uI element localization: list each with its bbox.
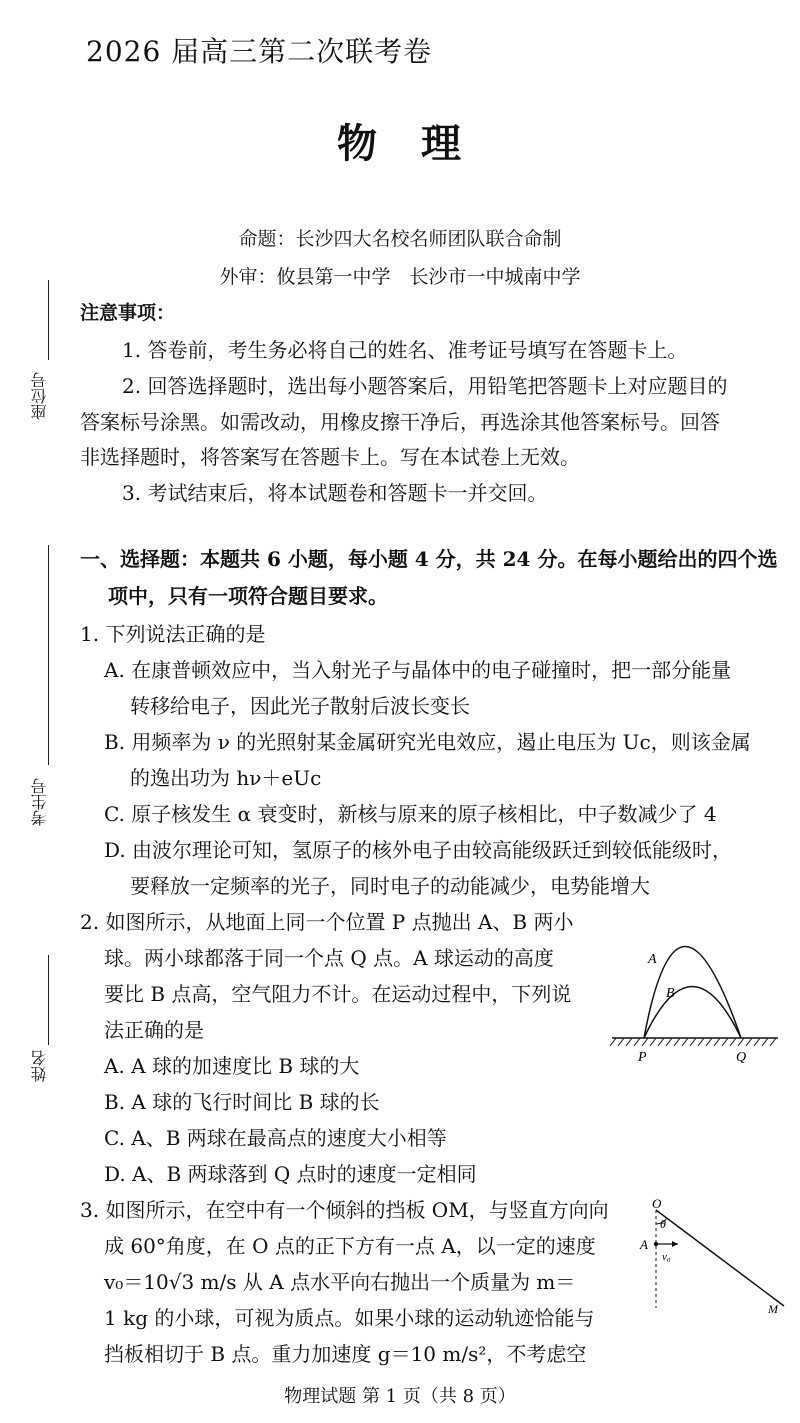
q1-option-b: B. 用频率为 ν 的光照射某金属研究光电效应，遏止电压为 Uc，则该金属 [104,730,751,754]
q3-stem-5: 挡板相切于 B 点。重力加速度 g＝10 m/s²，不考虑空 [104,1342,587,1366]
notice-item: 2. 回答选择题时，选出每小题答案后，用铅笔把答题卡上对应题目的 [122,374,728,398]
q3-stem-4: 1 kg 的小球，可视为质点。如果小球的运动轨迹恰能与 [104,1306,595,1330]
label-v0: v₀ [662,1251,671,1263]
q1-option-d: D. 由波尔理论可知，氢原子的核外电子由较高能级跃迁到较低能级时， [104,838,733,862]
notice-item: 3. 考试结束后，将本试题卷和答题卡一并交回。 [122,481,548,505]
name-label: 姓名 [30,1050,49,1082]
credits-line-2: 外审：攸县第一中学 长沙市一中城南中学 [219,266,581,288]
notice-item: 1. 答卷前，考生务必将自己的姓名、准考证号填写在答题卡上。 [122,338,688,362]
side-rule-mid [48,545,49,765]
ground-hatch [610,1038,776,1046]
q3-stem-3: v₀＝10√3 m/s 从 A 点水平向右抛出一个质量为 m＝ [104,1270,576,1294]
q2-stem-2: 球。两小球都落于同一个点 Q 点。A 球运动的高度 [104,946,554,970]
label-p: P [638,1050,647,1065]
projectile-diagram [606,905,786,1070]
label-theta: θ [660,1217,666,1231]
q1-option-c: C. 原子核发生 α 衰变时，新核与原来的原子核相比，中子数减少了 4 [104,802,717,826]
q1-option-a: A. 在康普顿效应中，当入射光子与晶体中的电子碰撞时，把一部分能量 [104,658,732,682]
exam-title: 2026 届高三第二次联考卷 [86,35,433,68]
subject-title: 物 理 [337,120,463,167]
q2-stem-1: 2. 如图所示，从地面上同一个位置 P 点抛出 A、B 两小 [80,910,574,934]
label-m: M [768,1302,778,1314]
q1-option-b-cont: 的逸出功为 hν＋eUc [130,766,322,790]
notice-item: 答案标号涂黑。如需改动，用橡皮擦干净后，再选涂其他答案标号。回答 [80,410,720,434]
section-heading: 一、选择题：本题共 6 小题，每小题 4 分，共 24 分。在每小题给出的四个选 [80,547,778,571]
q2-option-d: D. A、B 两球落到 Q 点时的速度一定相同 [104,1162,477,1186]
seat-label: 座位号 [30,372,49,420]
q2-option-c: C. A、B 两球在最高点的速度大小相等 [104,1126,447,1150]
velocity-arrowhead [672,1241,678,1247]
notice-item: 非选择题时，将答案写在答题卡上。写在本试卷上无效。 [80,445,580,469]
label-a: A [648,952,657,967]
label-b: B [666,986,675,1001]
label-o: O [652,1196,662,1211]
trajectory-a [644,947,741,1039]
side-rule-bottom [48,955,49,1045]
q1-stem: 1. 下列说法正确的是 [80,622,266,646]
credits-line-1: 命题：长沙四大名校名师团队联合命制 [238,228,562,250]
notice-title: 注意事项： [80,302,176,324]
page-footer: 物理试题 第 1 页（共 8 页） [284,1386,516,1407]
trajectory-b [644,987,741,1039]
q2-stem-3: 要比 B 点高，空气阻力不计。在运动过程中，下列说 [104,982,572,1006]
q1-option-a-cont: 转移给电子，因此光子散射后波长变长 [130,694,470,718]
q1-option-d-cont: 要释放一定频率的光子，同时电子的动能减少，电势能增大 [130,874,650,898]
label-q: Q [736,1050,747,1065]
q3-stem-1: 3. 如图所示，在空中有一个倾斜的挡板 OM，与竖直方向向 [80,1198,609,1222]
baffle-om [656,1210,784,1306]
label-a-point: A [640,1237,648,1252]
ball-point [654,1242,658,1246]
side-rule-top [48,280,49,360]
q3-stem-2: 成 60°角度，在 O 点的正下方有一点 A，以一定的速度 [104,1234,596,1258]
exam-number-label: 考生号 [30,778,49,826]
q2-stem-4: 法正确的是 [104,1018,204,1042]
incline-diagram [632,1196,792,1314]
q2-option-b: B. A 球的飞行时间比 B 球的长 [104,1090,380,1114]
q2-option-a: A. A 球的加速度比 B 球的大 [104,1054,360,1078]
section-heading-cont: 项中，只有一项符合题目要求。 [108,584,388,608]
